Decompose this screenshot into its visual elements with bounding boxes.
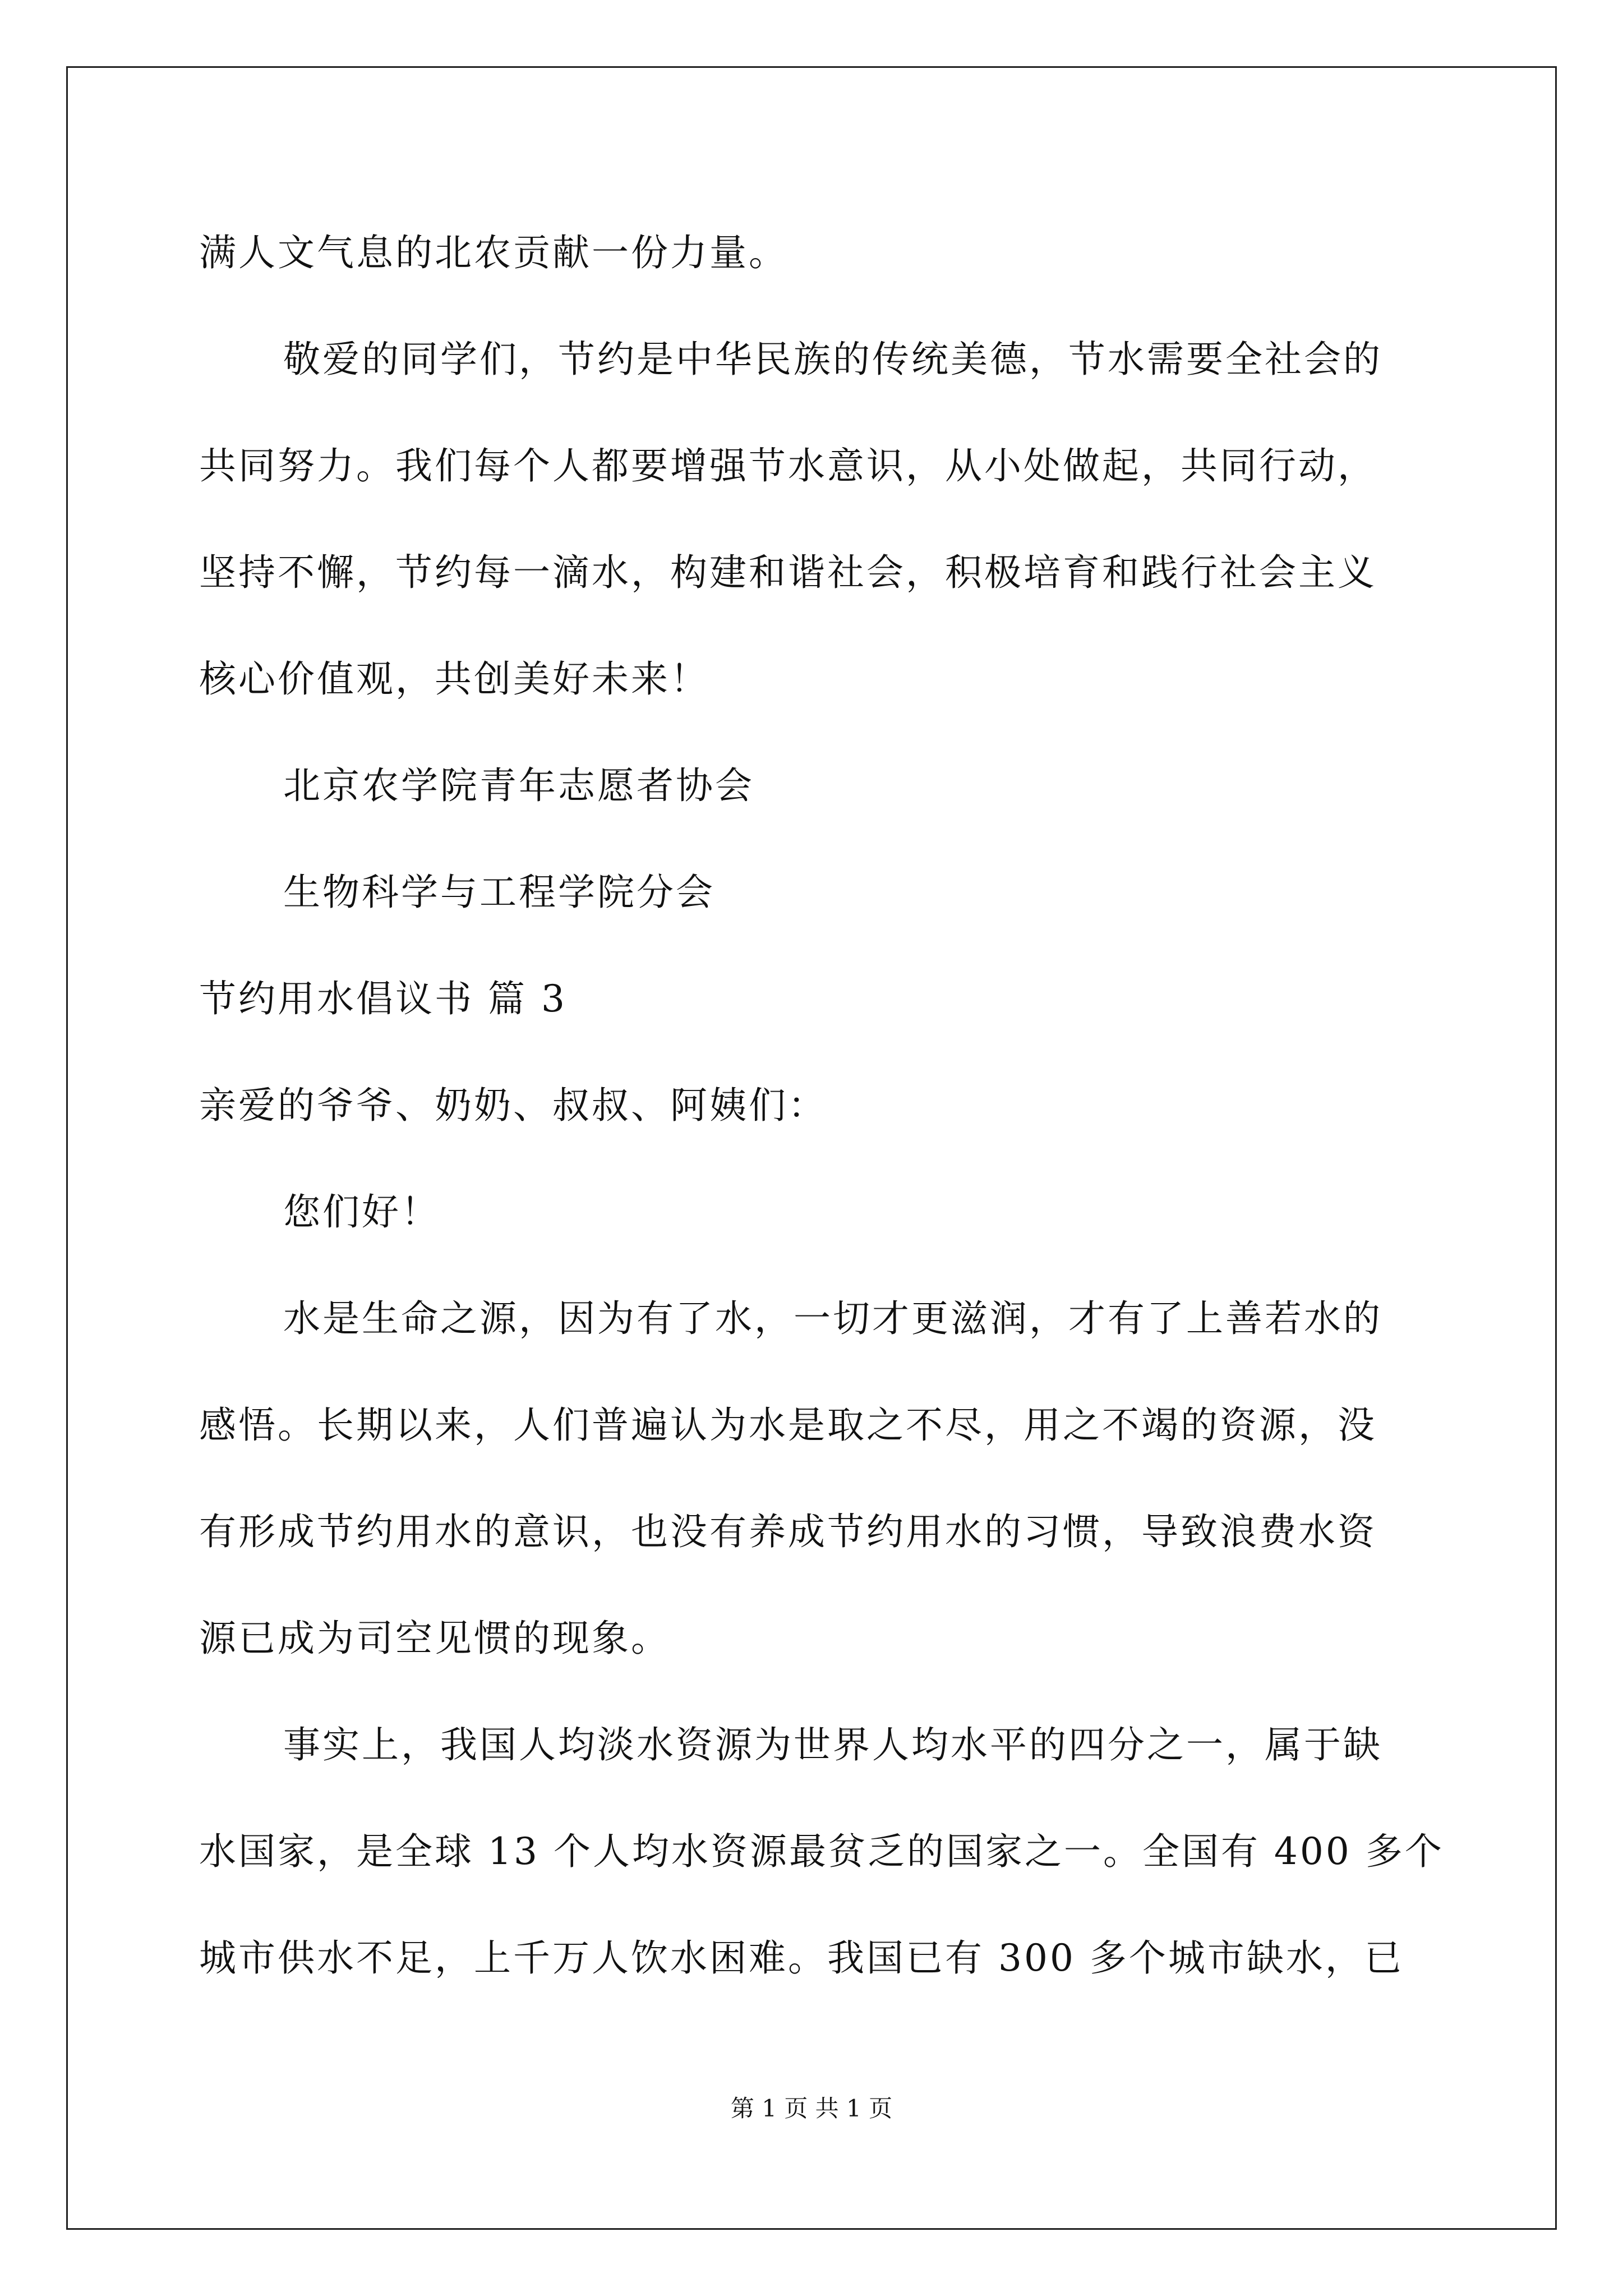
salutation: 亲爱的爷爷、奶奶、叔叔、阿姨们：	[199, 1084, 827, 1127]
greeting: 您们好！	[283, 1190, 440, 1234]
paragraph-line: 事实上，我国人均淡水资源为世界人均水平的四分之一，属于缺	[283, 1723, 1382, 1766]
paragraph-line: 水国家，是全球 13 个人均水资源最贫乏的国家之一。全国有 400 多个	[199, 1830, 1444, 1873]
page-border	[66, 66, 1557, 2230]
paragraph-line: 共同努力。我们每个人都要增强节水意识，从小处做起，共同行动，	[199, 444, 1377, 487]
page-footer: 第 1 页 共 1 页	[730, 2095, 893, 2122]
paragraph-line: 核心价值观，共创美好未来！	[199, 657, 709, 701]
paragraph-line: 水是生命之源，因为有了水，一切才更滋润，才有了上善若水的	[283, 1297, 1382, 1340]
paragraph-line: 敬爱的同学们，节约是中华民族的传统美德，节水需要全社会的	[283, 338, 1382, 381]
paragraph-line: 满人文气息的北农贡献一份力量。	[199, 231, 788, 274]
signature-organization: 北京农学院青年志愿者协会	[283, 764, 754, 807]
paragraph-line: 坚持不懈，节约每一滴水，构建和谐社会，积极培育和践行社会主义	[199, 551, 1377, 594]
paragraph-line: 城市供水不足，上千万人饮水困难。我国已有 300 多个城市缺水，已	[199, 1936, 1404, 1980]
paragraph-line: 源已成为司空见惯的现象。	[199, 1617, 670, 1660]
section-heading: 节约用水倡议书 篇 3	[199, 977, 567, 1020]
paragraph-line: 有形成节约用水的意识，也没有养成节约用水的习惯，导致浪费水资	[199, 1510, 1377, 1553]
paragraph-line: 感悟。长期以来，人们普遍认为水是取之不尽，用之不竭的资源，没	[199, 1404, 1377, 1447]
signature-branch: 生物科学与工程学院分会	[283, 871, 715, 914]
